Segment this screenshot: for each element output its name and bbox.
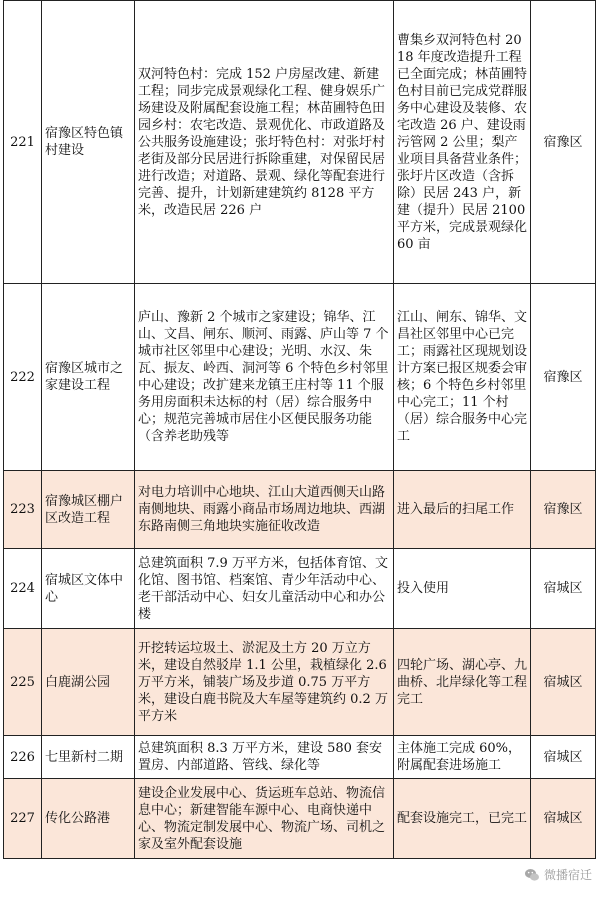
project-content: 庐山、豫新 2 个城市之家建设；锦华、江山、文昌、闸东、顺河、雨露、庐山等 7 个城市社区邻里中心建设；光明、水汉、朱瓦、振友、岭西、洞河等 6 个特色乡村邻里中心建设；改扩建来龙镇王庄村等 11 个服务用房面积未达标的村（居）综合服务中心；规范完善城市居住小区便民服务功能（含养老助残等 [135,284,394,471]
table-row [4,779,596,859]
project-progress: 进入最后的扫尾工作 [394,471,531,549]
project-number: 227 [4,779,42,859]
project-table [3,0,596,859]
project-number: 221 [4,1,42,284]
table-row [4,1,596,284]
watermark [524,866,592,883]
project-name: 七里新村二期 [42,736,135,779]
project-district: 宿城区 [531,779,596,859]
table-row [4,629,596,736]
table-row [4,284,596,471]
project-district: 宿城区 [531,736,596,779]
project-number: 224 [4,549,42,629]
project-name: 宿豫区城市之家建设工程 [42,284,135,471]
project-progress: 四轮广场、湖心亭、九曲桥、北岸绿化等工程完工 [394,629,531,736]
project-number: 223 [4,471,42,549]
project-content: 总建筑面积 8.3 万平方米，建设 580 套安置房、内部道路、管线、绿化等 [135,736,394,779]
project-content: 建设企业发展中心、货运班车总站、物流信息中心；新建智能车源中心、电商快递中心、物流定制发展中心、物流广场、司机之家及室外配套设施 [135,779,394,859]
project-name: 宿豫区特色镇村建设 [42,1,135,284]
project-name: 白鹿湖公园 [42,629,135,736]
table-row [4,471,596,549]
project-district: 宿豫区 [531,471,596,549]
project-progress: 配套设施完工，已完工 [394,779,531,859]
table-row [4,549,596,629]
project-number: 226 [4,736,42,779]
project-number: 225 [4,629,42,736]
project-name: 传化公路港 [42,779,135,859]
wechat-logo-icon [524,867,540,883]
project-progress: 投入使用 [394,549,531,629]
project-number: 222 [4,284,42,471]
project-progress: 主体施工完成 60%，附属配套进场施工 [394,736,531,779]
project-content: 总建筑面积 7.9 万平方米，包括体育馆、文化馆、图书馆、档案馆、青少年活动中心、老干部活动中心、妇女儿童活动中心和办公楼 [135,549,394,629]
table-row [4,736,596,779]
project-name: 宿豫城区棚户区改造工程 [42,471,135,549]
project-name: 宿城区文体中心 [42,549,135,629]
project-content: 双河特色村：完成 152 户房屋改建、新建工程；同步完成景观绿化工程、健身娱乐广场建设及附属配套设施工程；林苗圃特色田园乡村：农宅改造、景观优化、市政道路及公共服务设施建设；张圩特色村：对张圩村老街及部分民居进行拆除重建，对保留民居进行改造；对道路、景观、绿化等配套进行完善、提升，计划新建建筑约 8128 平方米，改造民居 226 户 [135,1,394,284]
project-district: 宿豫区 [531,284,596,471]
project-district: 宿豫区 [531,1,596,284]
project-progress: 江山、闸东、锦华、文昌社区邻里中心已完工；雨露社区现规划设计方案已报区规委会审核；6 个特色乡村邻里中心完工；11 个村（居）综合服务中心完工 [394,284,531,471]
project-content: 对电力培训中心地块、江山大道西侧天山路南侧地块、雨露小商品市场周边地块、西湖东路南侧三角地块实施征收改造 [135,471,394,549]
project-progress: 曹集乡双河特色村 2018 年度改造提升工程已全面完成；林苗圃特色村目前已完成党群服务中心建设及装修、农宅改造 26 户、建设雨污管网 2 公里；梨产业项目具备营业条件；张圩片区改造（含拆除）民居 243 户，新建（提升）民居 2100 平方米，完成景观绿化 60 亩 [394,1,531,284]
project-content: 开挖转运垃圾土、淤泥及土方 20 万立方米，建设自然驳岸 1.1 公里，栽植绿化 2.6 万平方米，铺装广场及步道 0.75 万平方米，建设白鹿书院及大车屋等建筑约 0.2 万平方米 [135,629,394,736]
project-district: 宿城区 [531,629,596,736]
watermark-text: 微播宿迁 [543,868,592,882]
project-district: 宿城区 [531,549,596,629]
